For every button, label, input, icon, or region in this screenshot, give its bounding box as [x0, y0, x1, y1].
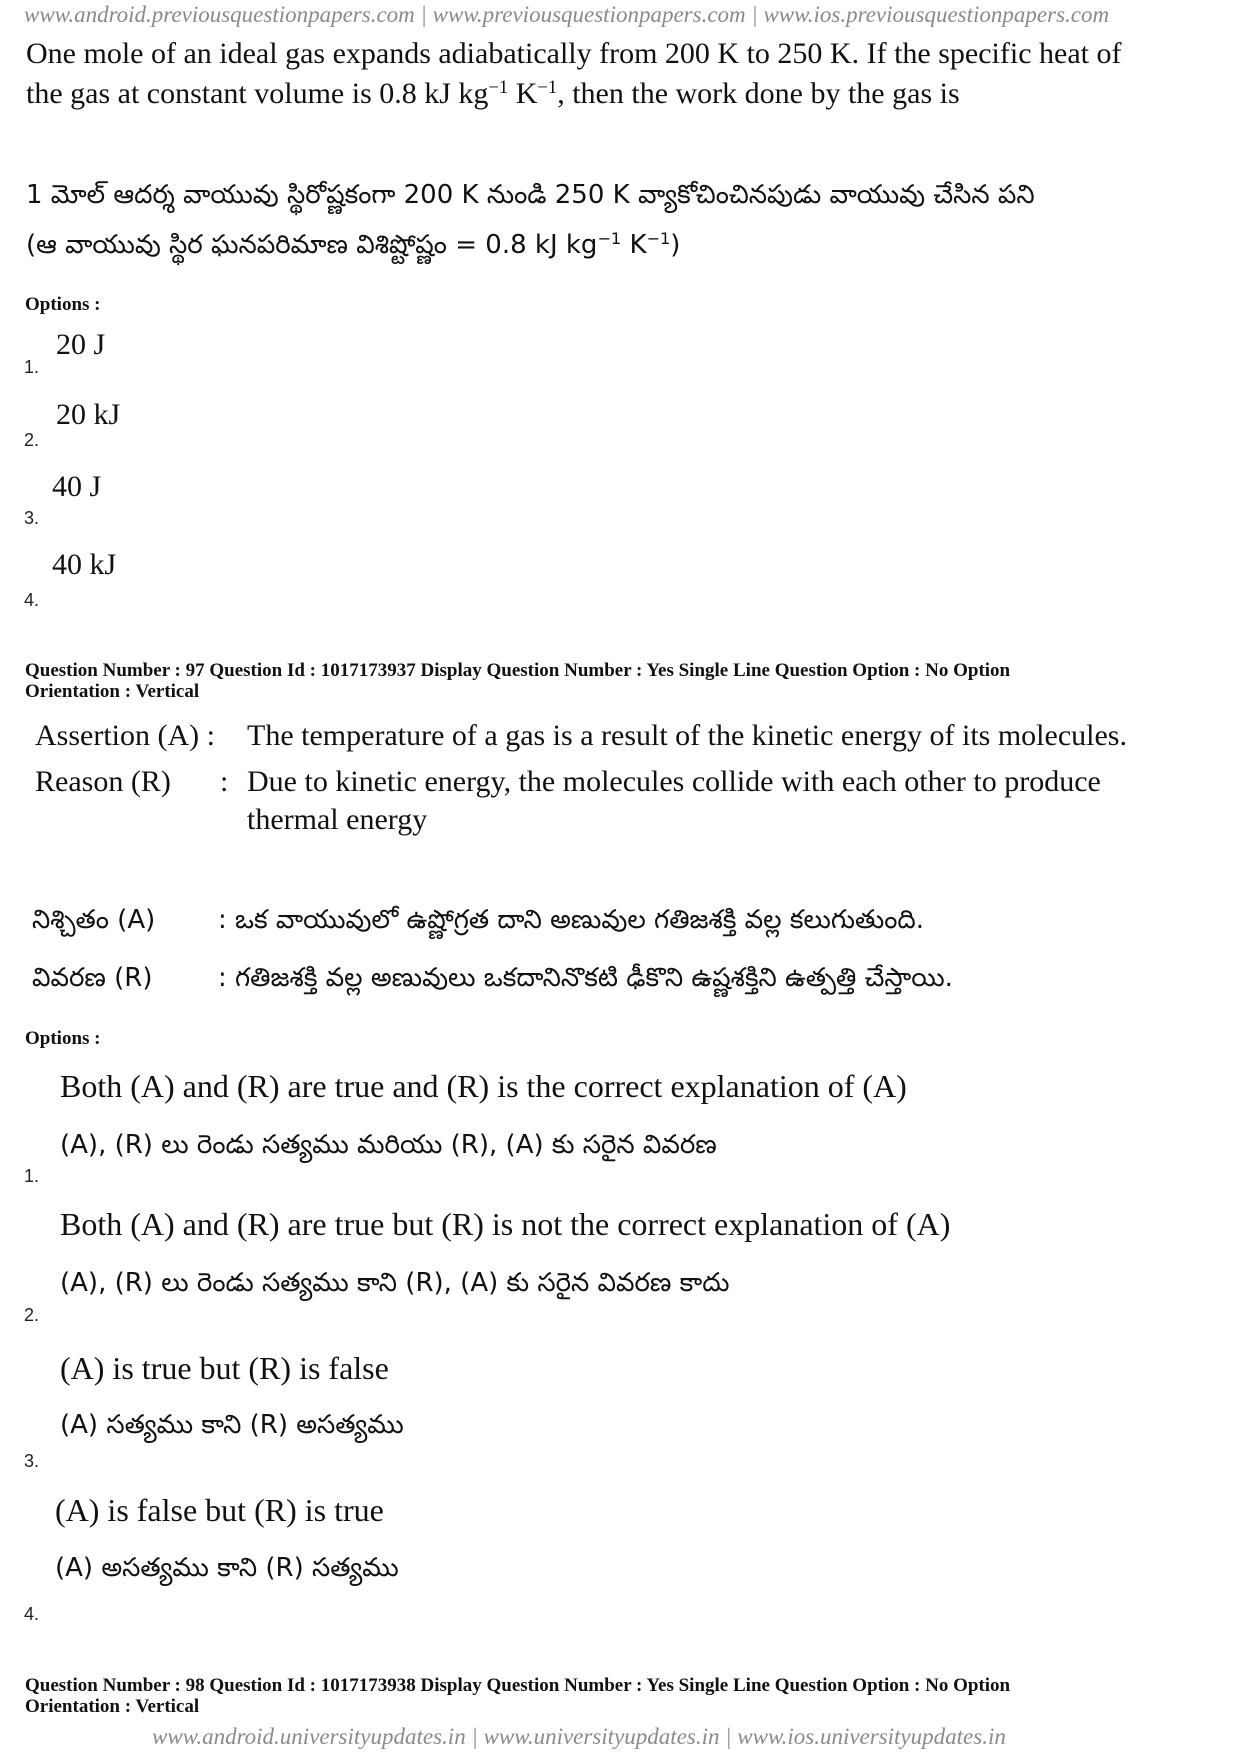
q97-option-3-number: 3.	[24, 1451, 40, 1471]
assertion-label: Assertion (A) :	[35, 719, 215, 752]
q97-meta-line1: Question Number : 97 Question Id : 1017173937 Display Question Number : Yes Single Line Question Option : No Option	[25, 660, 1011, 681]
q98-meta-line1: Question Number : 98 Question Id : 1017173938 Display Question Number : Yes Single Line Question Option : No Option	[25, 1675, 1011, 1696]
q96-option-3-number: 3.	[24, 508, 40, 528]
q96-option-1-number: 1.	[24, 357, 40, 377]
reason-label: Reason (R)	[35, 765, 171, 798]
q96-telugu-line2: (ఆ వాయువు స్థిర ఘనపరిమాణ విశిష్టోష్ణం = 0.8 kJ $kg^{-1}$ $K^{-1}$)	[26, 229, 681, 260]
assertion-text: The temperature of a gas is a result of the kinetic energy of its molecules.	[247, 719, 1127, 752]
header-watermark: www.android.previousquestionpapers.com | www.previousquestionpapers.com | www.ios.previousquestionpapers.com	[24, 2, 1110, 27]
q96-english-line1: One mole of an ideal gas expands adiabatically from 200 K to 250 K. If the specific heat of	[26, 37, 1122, 70]
telugu-assertion-text: : ఒక వాయువులో ఉష్ణోగ్రత దాని అణువుల గతిజశక్తి వల్ల కలుగుతుంది.	[218, 905, 925, 935]
q96-option-1-text[interactable]: 20 J	[56, 328, 106, 361]
q97-option-4-telugu[interactable]: (A) అసత్యము కాని (R) సత్యము	[55, 1553, 399, 1583]
q96-english-line2: the gas at constant volume is 0.8 kJ $kg^{-1}$ $K^{-1}$, then the work done by the gas is	[26, 76, 960, 110]
q97-option-3-telugu[interactable]: (A) సత్యము కాని (R) అసత్యము	[60, 1410, 404, 1440]
q96-option-3-text[interactable]: 40 J	[52, 470, 102, 503]
q96-option-2-text[interactable]: 20 kJ	[56, 398, 121, 431]
q96-options-label: Options :	[25, 294, 101, 315]
q97-option-1-english[interactable]: Both (A) and (R) are true and (R) is the correct explanation of (A)	[60, 1068, 907, 1104]
q98-meta-line2: Orientation : Vertical	[25, 1696, 200, 1717]
reason-text-line1: Due to kinetic energy, the molecules collide with each other to produce	[247, 765, 1101, 798]
footer-watermark: www.android.universityupdates.in | www.universityupdates.in | www.ios.universityupdates.in	[152, 1724, 1006, 1749]
q97-option-2-number: 2.	[24, 1305, 40, 1325]
telugu-reason-label: వివరణ (R)	[32, 963, 153, 993]
q97-option-2-english[interactable]: Both (A) and (R) are true but (R) is not the correct explanation of (A)	[60, 1206, 951, 1242]
q96-option-4-number: 4.	[24, 590, 40, 610]
q96-option-2-number: 2.	[24, 430, 40, 450]
q97-option-3-english[interactable]: (A) is true but (R) is false	[60, 1350, 389, 1386]
q97-options-label: Options :	[25, 1028, 101, 1049]
q96-telugu-line1: 1 మోల్ ఆదర్శ వాయువు స్థిరోష్ణకంగా 200 K నుండి 250 K వ్యాకోచించినపుడు వాయువు చేసిన పని	[26, 180, 1035, 210]
q97-option-1-telugu[interactable]: (A), (R) లు రెండు సత్యము మరియు (R), (A) కు సరైన వివరణ	[60, 1130, 717, 1160]
q96-option-4-text[interactable]: 40 kJ	[52, 548, 117, 581]
q97-meta-line2: Orientation : Vertical	[25, 681, 200, 702]
reason-text-line2: thermal energy	[247, 803, 428, 836]
q97-option-1-number: 1.	[24, 1166, 40, 1186]
q97-option-4-number: 4.	[24, 1604, 40, 1624]
telugu-reason-text: : గతిజశక్తి వల్ల అణువులు ఒకదానినొకటి ఢీకొని ఉష్ణశక్తిని ఉత్పత్తి చేస్తాయి.	[218, 963, 953, 993]
q97-option-4-english[interactable]: (A) is false but (R) is true	[55, 1492, 384, 1528]
reason-colon: :	[220, 765, 229, 798]
q97-option-2-telugu[interactable]: (A), (R) లు రెండు సత్యము కాని (R), (A) కు సరైన వివరణ కాదు	[60, 1268, 730, 1298]
telugu-assertion-label: నిశ్చితం (A)	[32, 905, 156, 935]
